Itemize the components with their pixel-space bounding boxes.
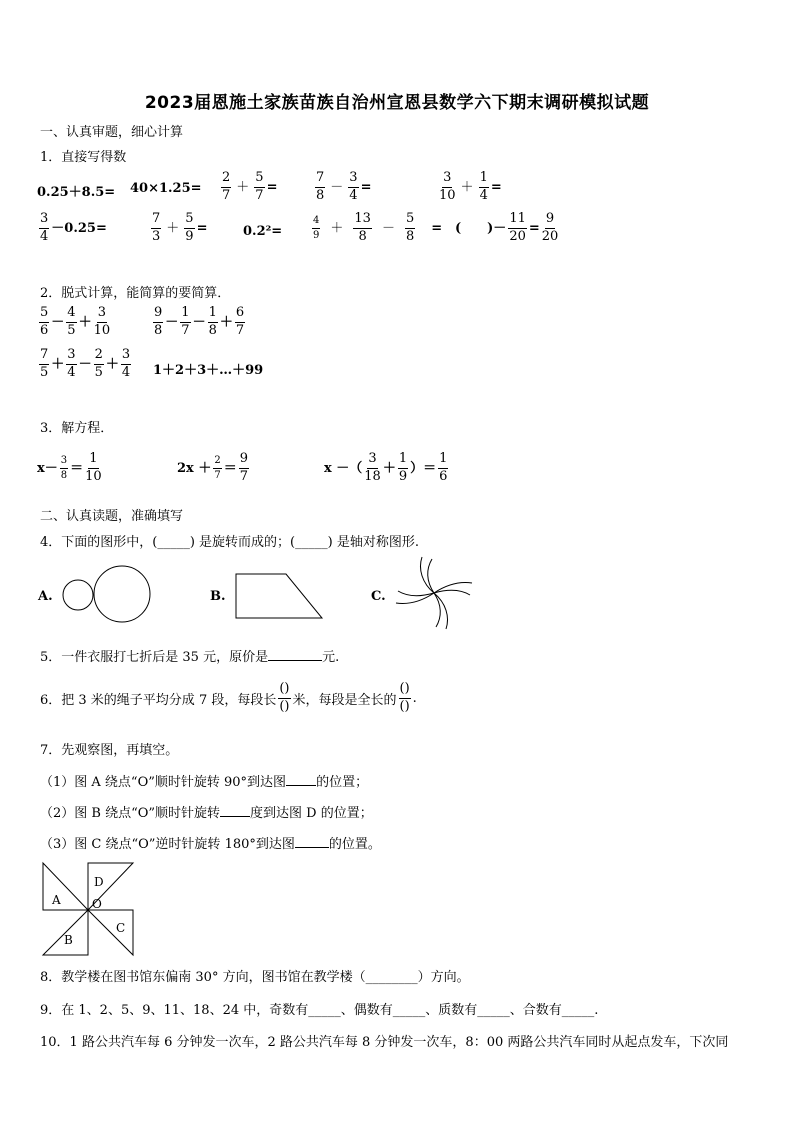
q2-expr-2: $\frac{9}{8}$ － $\frac{1}{7}$ － $\frac{1}{8}$ ＋ $\frac{6}{7}$ bbox=[154, 305, 245, 338]
q7-sub-2: （2）图 B 绕点“O”顺时针旋转 度到达图 D 的位置； bbox=[40, 806, 373, 821]
q5-text: 5．一件衣服打七折后是 35 元，原价是 元. bbox=[40, 650, 340, 665]
q7-label-c: C bbox=[116, 921, 126, 935]
q4-figure-a-circles bbox=[58, 565, 158, 629]
q1-item-4: $\frac{7}{8}$ － $\frac{3}{4}$ = bbox=[316, 170, 372, 203]
q4-figure-c-pinwheel bbox=[392, 555, 476, 631]
q3-equation-2: 2x ＋ $\frac{2}{7}$ ＝ $\frac{9}{7}$ bbox=[177, 451, 248, 484]
q7-label-d: D bbox=[94, 875, 104, 889]
q6-blank-fraction-2[interactable]: $\frac{()}{()}$ bbox=[399, 681, 410, 714]
q2-expr-3: $\frac{7}{5}$ ＋ $\frac{3}{4}$ － $\frac{2}{5}$ ＋ $\frac{3}{4}$ bbox=[40, 347, 131, 380]
q2-label: 2．脱式计算，能简算的要简算． bbox=[40, 286, 231, 301]
q4-option-b-label: B. bbox=[210, 589, 226, 604]
q7-rotation-figure bbox=[40, 860, 136, 958]
q7-label-a: A bbox=[52, 893, 61, 907]
q7-sub-3: （3）图 C 绕点“O”逆时针旋转 180°到达图 的位置。 bbox=[40, 837, 381, 852]
q1-item-2: 40×1.25= bbox=[130, 181, 202, 196]
q6-blank-fraction-1[interactable]: $\frac{()}{()}$ bbox=[279, 681, 290, 714]
q3-equation-1: x－ $\frac{3}{8}$ ＝ $\frac{1}{10}$ bbox=[37, 451, 102, 484]
q8-text: 8．教学楼在图书馆东偏南 30° 方向，图书馆在教学楼（________）方向。 bbox=[40, 970, 470, 985]
q1-label: 1．直接写得数 bbox=[40, 150, 127, 165]
q1-item-9: $\frac{4}{9}$ ＋ $\frac{13}{8}$ － $\frac{5}{8}$ = bbox=[313, 211, 443, 244]
q1-item-6: $\frac{3}{4}$ －0.25= bbox=[40, 211, 107, 244]
q7-triangle-c bbox=[88, 910, 133, 955]
q1-item-1: 0.25＋8.5= bbox=[37, 185, 116, 200]
q3-label: 3．解方程． bbox=[40, 421, 114, 436]
q1-item-10: ( )－ $\frac{11}{20}$ = $\frac{9}{20}$ bbox=[455, 211, 559, 244]
q6-text: 6．把 3 米的绳子平均分成 7 段，每段长 $\frac{()}{()}$ 米，每段是全长的 $\frac{()}{()}$ . bbox=[40, 681, 417, 714]
section-1-heading: 一、认真审题，细心计算 bbox=[40, 125, 184, 140]
q10-text: 10．1 路公共汽车每 6 分钟发一次车，2 路公共汽车每 8 分钟发一次车，8：00 两路公共汽车同时从起点发车，下次同 bbox=[40, 1035, 729, 1050]
q7-label: 7．先观察图，再填空。 bbox=[40, 743, 179, 758]
q4-figure-b-trapezoid bbox=[230, 568, 326, 624]
q4-option-a-label: A. bbox=[38, 589, 53, 604]
q7-label-b: B bbox=[64, 933, 73, 947]
q4-option-c-label: C. bbox=[371, 589, 386, 604]
q1-item-5: $\frac{3}{10}$ ＋ $\frac{1}{4}$ = bbox=[439, 170, 502, 203]
q1-item-3: $\frac{2}{7}$ ＋ $\frac{5}{7}$ = bbox=[222, 170, 278, 203]
q4-text: 4．下面的图形中，(_____) 是旋转而成的；(_____) 是轴对称图形. bbox=[40, 535, 419, 550]
q5-answer-blank[interactable] bbox=[268, 660, 322, 661]
page-title: 2023届恩施土家族苗族自治州宣恩县数学六下期末调研模拟试题 bbox=[144, 93, 650, 113]
q3-equation-3: x －（ $\frac{3}{18}$ ＋ $\frac{1}{9}$ ）＝ $\frac{1}{6}$ bbox=[324, 451, 448, 484]
q9-text: 9．在 1、2、5、9、11、18、24 中，奇数有_____、偶数有_____、质数有_____、合数有_____. bbox=[40, 1003, 599, 1018]
q7-sub-1: （1）图 A 绕点“O”顺时针旋转 90°到达图 的位置； bbox=[40, 775, 369, 790]
q7-blank-1[interactable] bbox=[286, 785, 316, 786]
q1-item-7: $\frac{7}{3}$ ＋ $\frac{5}{9}$ = bbox=[152, 211, 208, 244]
q7-label-o: O bbox=[92, 897, 102, 911]
q7-blank-3[interactable] bbox=[295, 847, 329, 848]
q7-blank-2[interactable] bbox=[220, 816, 250, 817]
section-2-heading: 二、认真读题，准确填写 bbox=[40, 509, 184, 524]
q7-triangle-a bbox=[43, 863, 88, 910]
q2-expr-1: $\frac{5}{6}$ － $\frac{4}{5}$ ＋ $\frac{3}{10}$ bbox=[40, 305, 111, 338]
q2-expr-4: 1＋2＋3＋…＋99 bbox=[153, 363, 264, 378]
q1-item-8: 0.2²= bbox=[243, 224, 283, 239]
